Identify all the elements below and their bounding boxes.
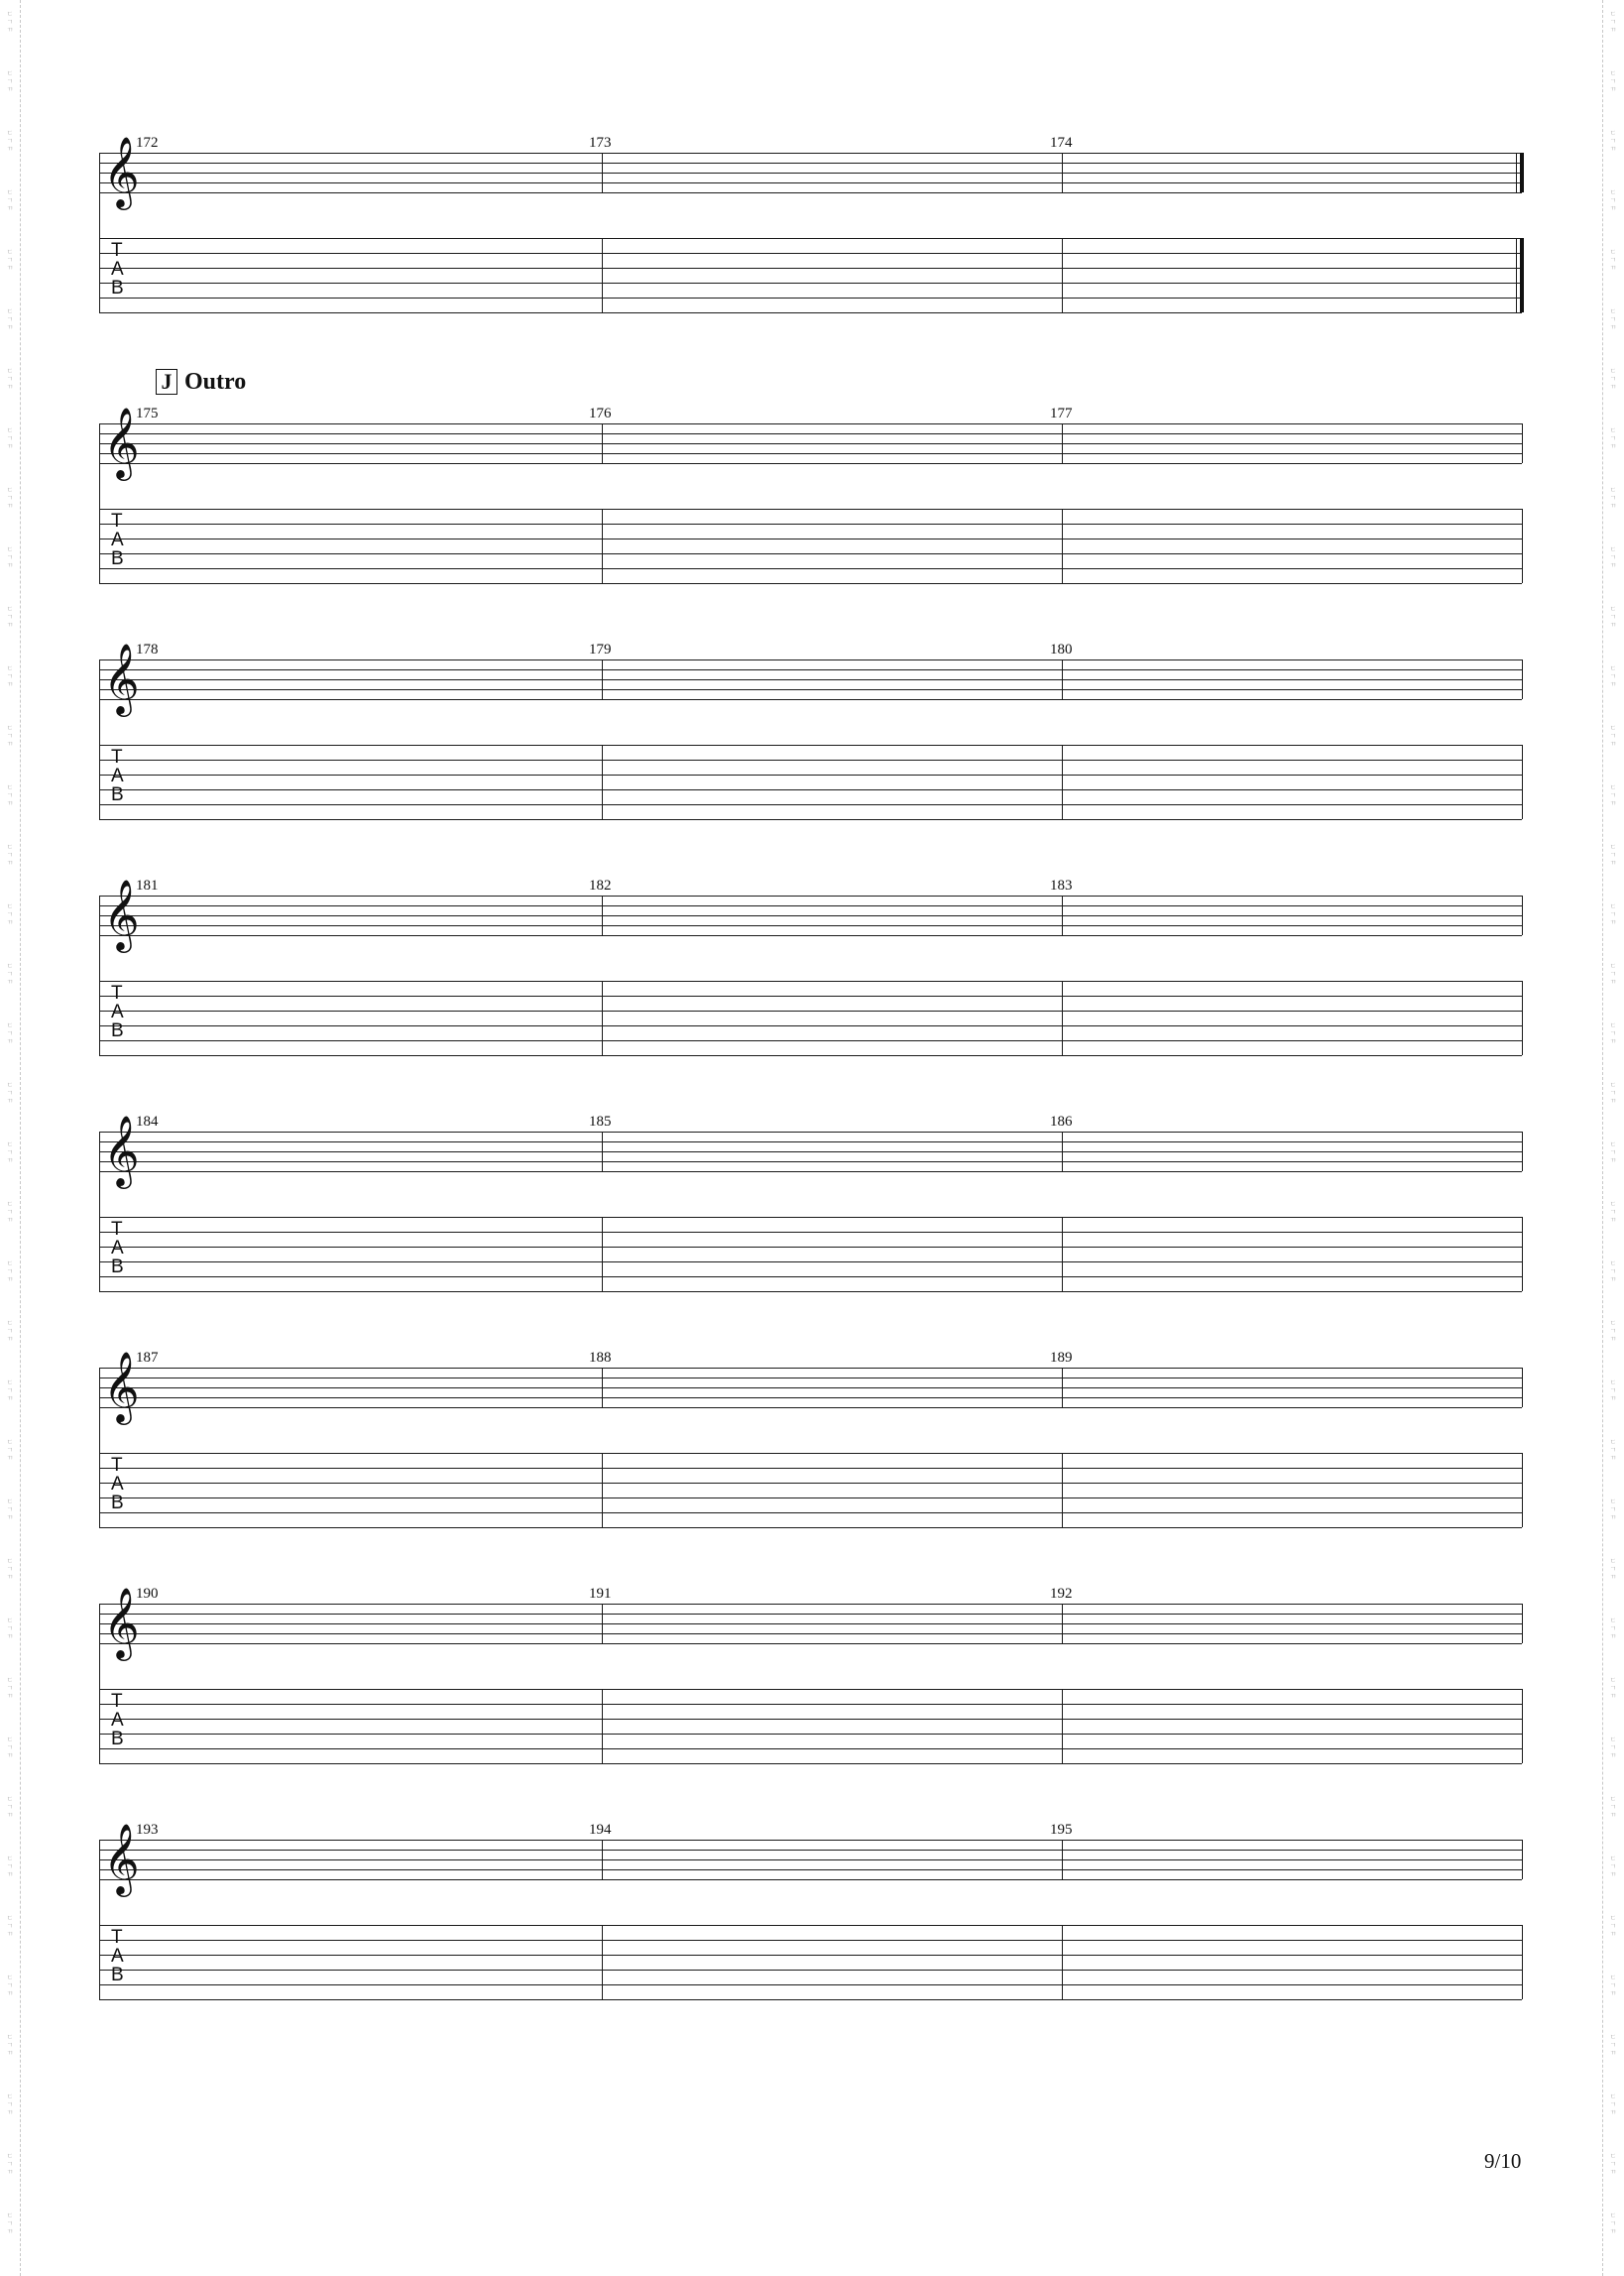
treble-clef-icon: 𝄞 <box>103 1822 140 1894</box>
tab-letter-a: A <box>111 1002 124 1022</box>
watermark-mark: ㄷ ㄱ ㄲ <box>1609 2152 1617 2176</box>
watermark-mark: ㄷ ㄱ ㄲ <box>1609 1795 1617 1819</box>
watermark-mark: ㄷ ㄱ ㄲ <box>1609 1140 1617 1164</box>
measure-number: 177 <box>1050 406 1073 421</box>
final-barline-thick <box>1520 153 1524 192</box>
watermark-mark: ㄷ ㄱ ㄲ <box>1609 1259 1617 1283</box>
watermark-mark: ㄷ ㄱ ㄲ <box>1609 1319 1617 1343</box>
staff-line <box>99 1623 1522 1624</box>
system-bracket-line <box>99 659 100 819</box>
watermark-mark: ㄷ ㄱ ㄲ <box>6 1617 14 1640</box>
tab-line <box>99 1704 1522 1705</box>
watermark-mark: ㄷ ㄱ ㄲ <box>1609 129 1617 153</box>
treble-clef-icon: 𝄞 <box>103 1114 140 1186</box>
measure-number: 188 <box>589 1350 612 1366</box>
measure-number: 182 <box>589 878 612 894</box>
end-barline <box>1522 1925 1523 1999</box>
watermark-mark: ㄷ ㄱ ㄲ <box>1609 1855 1617 1878</box>
tab-line <box>99 1925 1522 1926</box>
measure-number: 178 <box>136 642 159 658</box>
watermark-mark: ㄷ ㄱ ㄲ <box>6 2212 14 2235</box>
staff-system <box>0 1822 1624 1998</box>
watermark-mark: ㄷ ㄱ ㄲ <box>6 724 14 748</box>
barline <box>1062 423 1063 463</box>
tab-barline <box>602 1689 603 1763</box>
end-barline <box>1522 745 1523 819</box>
tab-line <box>99 238 1522 239</box>
tab-line <box>99 1734 1522 1735</box>
staff-line <box>99 669 1522 670</box>
watermark-mark: ㄷ ㄱ ㄲ <box>6 1021 14 1045</box>
watermark-mark: ㄷ ㄱ ㄲ <box>1609 1081 1617 1105</box>
staff-line <box>99 1850 1522 1851</box>
staff-line <box>99 1879 1522 1880</box>
treble-clef-icon: 𝄞 <box>103 406 140 478</box>
watermark-mark: ㄷ ㄱ ㄲ <box>6 2152 14 2176</box>
treble-clef-icon: 𝄞 <box>103 1350 140 1422</box>
staff-line <box>99 1604 1522 1605</box>
watermark-mark: ㄷ ㄱ ㄲ <box>6 2033 14 2057</box>
tab-letter-b: B <box>111 278 124 299</box>
watermark-mark: ㄷ ㄱ ㄲ <box>1609 1676 1617 1700</box>
tab-line <box>99 253 1522 254</box>
staff-line <box>99 453 1522 454</box>
measure-number: 174 <box>1050 135 1073 151</box>
tab-line <box>99 268 1522 269</box>
tab-letter-b: B <box>111 1020 124 1041</box>
staff-line <box>99 1614 1522 1615</box>
staff-line <box>99 463 1522 464</box>
staff-line <box>99 1840 1522 1841</box>
tab-line <box>99 775 1522 776</box>
watermark-mark: ㄷ ㄱ ㄲ <box>6 1914 14 1938</box>
measure-number: 189 <box>1050 1350 1073 1366</box>
staff-line <box>99 443 1522 444</box>
staff-line <box>99 659 1522 660</box>
staff-line <box>99 689 1522 690</box>
tab-line <box>99 1261 1522 1262</box>
barline <box>1062 1368 1063 1407</box>
watermark-mark: ㄷ ㄱ ㄲ <box>6 1795 14 1819</box>
measure-number: 183 <box>1050 878 1073 894</box>
system-bracket-line <box>99 1368 100 1527</box>
end-barline <box>1522 423 1523 463</box>
staff-system <box>0 1350 1624 1526</box>
final-barline-thick <box>1520 238 1524 312</box>
tab-letter-a: A <box>111 1238 124 1258</box>
watermark-mark: ㄷ ㄱ ㄲ <box>6 1319 14 1343</box>
tab-barline <box>1062 1453 1063 1527</box>
tab-line <box>99 283 1522 284</box>
barline <box>602 1604 603 1643</box>
measure-number: 184 <box>136 1114 159 1130</box>
system-bracket-line <box>99 896 100 1055</box>
end-barline <box>1522 1840 1523 1879</box>
staff-line <box>99 1171 1522 1172</box>
tab-barline <box>1062 981 1063 1055</box>
tab-line <box>99 583 1522 584</box>
watermark-mark: ㄷ ㄱ ㄲ <box>6 1140 14 1164</box>
watermark-mark: ㄷ ㄱ ㄲ <box>6 664 14 688</box>
staff-system <box>0 406 1624 582</box>
watermark-mark: ㄷ ㄱ ㄲ <box>1609 2093 1617 2116</box>
staff-line <box>99 1368 1522 1369</box>
tab-barline <box>1062 238 1063 312</box>
tab-barline <box>602 1925 603 1999</box>
staff-line <box>99 1161 1522 1162</box>
watermark-mark: ㄷ ㄱ ㄲ <box>1609 783 1617 807</box>
tab-line <box>99 819 1522 820</box>
watermark-mark: ㄷ ㄱ ㄲ <box>6 188 14 212</box>
watermark-mark: ㄷ ㄱ ㄲ <box>1609 664 1617 688</box>
tab-line <box>99 312 1522 313</box>
staff-line <box>99 1859 1522 1860</box>
system-bracket-line <box>99 423 100 583</box>
watermark-mark: ㄷ ㄱ ㄲ <box>1609 1021 1617 1045</box>
watermark-mark: ㄷ ㄱ ㄲ <box>6 307 14 331</box>
watermark-mark: ㄷ ㄱ ㄲ <box>1609 188 1617 212</box>
measure-number: 180 <box>1050 642 1073 658</box>
watermark-mark: ㄷ ㄱ ㄲ <box>6 1736 14 1759</box>
staff-line <box>99 1869 1522 1870</box>
tab-barline <box>1062 1689 1063 1763</box>
watermark-mark: ㄷ ㄱ ㄲ <box>1609 1200 1617 1224</box>
tab-letter-b: B <box>111 548 124 569</box>
tab-line <box>99 1011 1522 1012</box>
staff-line <box>99 699 1522 700</box>
end-barline <box>1522 1368 1523 1407</box>
system-bracket-line <box>99 1840 100 1999</box>
barline <box>1062 1132 1063 1171</box>
watermark-mark: ㄷ ㄱ ㄲ <box>1609 1557 1617 1581</box>
staff-line <box>99 679 1522 680</box>
barline <box>1062 1840 1063 1879</box>
tab-line <box>99 996 1522 997</box>
watermark-mark: ㄷ ㄱ ㄲ <box>6 545 14 569</box>
tab-line <box>99 789 1522 790</box>
final-barline-thin <box>1516 153 1517 192</box>
barline <box>602 153 603 192</box>
watermark-mark: ㄷ ㄱ ㄲ <box>6 1676 14 1700</box>
watermark-mark: ㄷ ㄱ ㄲ <box>6 1855 14 1878</box>
tab-letter-t: T <box>111 1455 123 1476</box>
measure-number: 187 <box>136 1350 159 1366</box>
treble-clef-icon: 𝄞 <box>103 1586 140 1658</box>
end-barline <box>1522 659 1523 699</box>
tab-line <box>99 298 1522 299</box>
tab-letter-t: T <box>111 511 123 532</box>
tab-letter-b: B <box>111 784 124 805</box>
barline <box>602 1840 603 1879</box>
tab-line <box>99 1291 1522 1292</box>
staff-line <box>99 1387 1522 1388</box>
end-barline <box>1522 1217 1523 1291</box>
tab-barline <box>1062 509 1063 583</box>
watermark-mark: ㄷ ㄱ ㄲ <box>6 129 14 153</box>
tab-line <box>99 1040 1522 1041</box>
watermark-mark: ㄷ ㄱ ㄲ <box>1609 2212 1617 2235</box>
staff-system <box>0 1586 1624 1762</box>
treble-clef-icon: 𝄞 <box>103 642 140 714</box>
measure-number: 179 <box>589 642 612 658</box>
tab-line <box>99 1955 1522 1956</box>
watermark-mark: ㄷ ㄱ ㄲ <box>6 2093 14 2116</box>
system-bracket-line <box>99 1132 100 1291</box>
watermark-mark: ㄷ ㄱ ㄲ <box>6 248 14 272</box>
watermark-mark: ㄷ ㄱ ㄲ <box>1609 2033 1617 2057</box>
staff-system <box>0 642 1624 818</box>
watermark-mark: ㄷ ㄱ ㄲ <box>6 367 14 391</box>
tab-line <box>99 1497 1522 1498</box>
barline <box>602 423 603 463</box>
staff-system <box>0 1114 1624 1290</box>
final-barline-thin <box>1516 238 1517 312</box>
measure-number: 181 <box>136 878 159 894</box>
barline <box>1062 153 1063 192</box>
staff-line <box>99 1407 1522 1408</box>
watermark-mark: ㄷ ㄱ ㄲ <box>1609 10 1617 34</box>
end-barline <box>1522 1689 1523 1763</box>
staff-line <box>99 935 1522 936</box>
tab-line <box>99 1453 1522 1454</box>
staff-line <box>99 915 1522 916</box>
page-number: 9/10 <box>1484 2149 1522 2173</box>
tab-line <box>99 1719 1522 1720</box>
treble-clef-icon: 𝄞 <box>103 878 140 950</box>
tab-letter-b: B <box>111 1493 124 1513</box>
tab-barline <box>602 1217 603 1291</box>
system-bracket-line <box>99 153 100 312</box>
watermark-mark: ㄷ ㄱ ㄲ <box>6 486 14 510</box>
tab-line <box>99 1217 1522 1218</box>
tab-line <box>99 1689 1522 1690</box>
watermark-mark: ㄷ ㄱ ㄲ <box>6 1378 14 1402</box>
system-bracket-line <box>99 1604 100 1763</box>
tab-letter-t: T <box>111 1219 123 1240</box>
tab-line <box>99 1527 1522 1528</box>
tab-line <box>99 1999 1522 2000</box>
watermark-mark: ㄷ ㄱ ㄲ <box>1609 367 1617 391</box>
measure-number: 176 <box>589 406 612 421</box>
tab-barline <box>1062 1217 1063 1291</box>
staff-line <box>99 1132 1522 1133</box>
measure-number: 185 <box>589 1114 612 1130</box>
measure-number: 194 <box>589 1822 612 1838</box>
tab-line <box>99 1247 1522 1248</box>
staff-line <box>99 192 1522 193</box>
tab-barline <box>602 238 603 312</box>
tab-letter-a: A <box>111 1474 124 1495</box>
watermark-mark: ㄷ ㄱ ㄲ <box>1609 1497 1617 1521</box>
tab-letter-b: B <box>111 1257 124 1277</box>
measure-number: 172 <box>136 135 159 151</box>
tab-barline <box>1062 1925 1063 1999</box>
staff-system <box>0 878 1624 1054</box>
staff-line <box>99 173 1522 174</box>
end-barline <box>1522 1453 1523 1527</box>
tab-letter-b: B <box>111 1729 124 1749</box>
tab-line <box>99 509 1522 510</box>
tab-barline <box>1062 745 1063 819</box>
tab-line <box>99 1984 1522 1985</box>
end-barline <box>1522 981 1523 1055</box>
watermark-mark: ㄷ ㄱ ㄲ <box>1609 1914 1617 1938</box>
barline <box>602 1368 603 1407</box>
watermark-mark: ㄷ ㄱ ㄲ <box>6 902 14 926</box>
tab-letter-a: A <box>111 530 124 550</box>
watermark-mark: ㄷ ㄱ ㄲ <box>1609 1974 1617 1997</box>
tab-line <box>99 524 1522 525</box>
watermark-mark: ㄷ ㄱ ㄲ <box>1609 545 1617 569</box>
watermark-mark: ㄷ ㄱ ㄲ <box>6 605 14 629</box>
staff-line <box>99 433 1522 434</box>
tab-line <box>99 1748 1522 1749</box>
tab-line <box>99 1232 1522 1233</box>
watermark-mark: ㄷ ㄱ ㄲ <box>6 426 14 450</box>
watermark-mark: ㄷ ㄱ ㄲ <box>1609 843 1617 867</box>
measure-number: 193 <box>136 1822 159 1838</box>
staff-line <box>99 905 1522 906</box>
watermark-mark: ㄷ ㄱ ㄲ <box>1609 1736 1617 1759</box>
barline <box>602 896 603 935</box>
watermark-mark: ㄷ ㄱ ㄲ <box>6 1200 14 1224</box>
tab-letter-t: T <box>111 1927 123 1948</box>
tab-barline <box>602 1453 603 1527</box>
watermark-mark: ㄷ ㄱ ㄲ <box>1609 1438 1617 1462</box>
staff-line <box>99 1397 1522 1398</box>
tab-line <box>99 553 1522 554</box>
section-letter-box: J <box>156 369 177 395</box>
watermark-mark: ㄷ ㄱ ㄲ <box>1609 1378 1617 1402</box>
tab-barline <box>602 745 603 819</box>
watermark-mark: ㄷ ㄱ ㄲ <box>1609 1617 1617 1640</box>
watermark-mark: ㄷ ㄱ ㄲ <box>1609 902 1617 926</box>
staff-line <box>99 1643 1522 1644</box>
tab-line <box>99 981 1522 982</box>
measure-number: 186 <box>1050 1114 1073 1130</box>
watermark-mark: ㄷ ㄱ ㄲ <box>1609 248 1617 272</box>
tab-line <box>99 1025 1522 1026</box>
tab-line <box>99 804 1522 805</box>
watermark-mark: ㄷ ㄱ ㄲ <box>1609 486 1617 510</box>
measure-number: 195 <box>1050 1822 1073 1838</box>
tab-line <box>99 568 1522 569</box>
watermark-mark: ㄷ ㄱ ㄲ <box>6 1438 14 1462</box>
watermark-mark: ㄷ ㄱ ㄲ <box>6 783 14 807</box>
barline <box>1062 1604 1063 1643</box>
staff-line <box>99 1151 1522 1152</box>
tab-line <box>99 1970 1522 1971</box>
staff-line <box>99 896 1522 897</box>
watermark-mark: ㄷ ㄱ ㄲ <box>6 1497 14 1521</box>
treble-clef-icon: 𝄞 <box>103 135 140 207</box>
tab-letter-t: T <box>111 983 123 1004</box>
staff-line <box>99 1633 1522 1634</box>
tab-letter-a: A <box>111 1710 124 1731</box>
tab-letter-a: A <box>111 766 124 786</box>
tab-line <box>99 1276 1522 1277</box>
staff-line <box>99 182 1522 183</box>
watermark-mark: ㄷ ㄱ ㄲ <box>6 962 14 986</box>
measure-number: 190 <box>136 1586 159 1602</box>
barline <box>1062 659 1063 699</box>
staff-line <box>99 163 1522 164</box>
tab-line <box>99 1763 1522 1764</box>
end-barline <box>1522 1604 1523 1643</box>
watermark-mark: ㄷ ㄱ ㄲ <box>6 1081 14 1105</box>
watermark-mark: ㄷ ㄱ ㄲ <box>6 1974 14 1997</box>
tab-letter-b: B <box>111 1965 124 1985</box>
watermark-mark: ㄷ ㄱ ㄲ <box>6 10 14 34</box>
measure-number: 192 <box>1050 1586 1073 1602</box>
tab-barline <box>602 981 603 1055</box>
tab-letter-a: A <box>111 259 124 280</box>
measure-number: 191 <box>589 1586 612 1602</box>
watermark-mark: ㄷ ㄱ ㄲ <box>1609 426 1617 450</box>
staff-line <box>99 153 1522 154</box>
barline <box>1062 896 1063 935</box>
tab-line <box>99 1055 1522 1056</box>
end-barline <box>1522 896 1523 935</box>
watermark-mark: ㄷ ㄱ ㄲ <box>1609 307 1617 331</box>
tab-letter-t: T <box>111 240 123 261</box>
tab-line <box>99 1483 1522 1484</box>
measure-number: 173 <box>589 135 612 151</box>
staff-line <box>99 925 1522 926</box>
staff-line <box>99 423 1522 424</box>
watermark-mark: ㄷ ㄱ ㄲ <box>6 843 14 867</box>
watermark-mark: ㄷ ㄱ ㄲ <box>6 1557 14 1581</box>
tab-line <box>99 760 1522 761</box>
tab-line <box>99 1512 1522 1513</box>
tab-line <box>99 745 1522 746</box>
tab-line <box>99 1940 1522 1941</box>
watermark-mark: ㄷ ㄱ ㄲ <box>1609 69 1617 93</box>
barline <box>602 659 603 699</box>
tab-line <box>99 1468 1522 1469</box>
end-barline <box>1522 1132 1523 1171</box>
tab-letter-t: T <box>111 747 123 768</box>
section-title: Outro <box>184 369 247 395</box>
watermark-mark: ㄷ ㄱ ㄲ <box>1609 724 1617 748</box>
tab-barline <box>602 509 603 583</box>
watermark-mark: ㄷ ㄱ ㄲ <box>1609 605 1617 629</box>
barline <box>602 1132 603 1171</box>
tab-letter-a: A <box>111 1946 124 1967</box>
watermark-mark: ㄷ ㄱ ㄲ <box>6 69 14 93</box>
tab-letter-t: T <box>111 1691 123 1712</box>
watermark-mark: ㄷ ㄱ ㄲ <box>6 1259 14 1283</box>
watermark-mark: ㄷ ㄱ ㄲ <box>1609 962 1617 986</box>
end-barline <box>1522 509 1523 583</box>
measure-number: 175 <box>136 406 159 421</box>
staff-line <box>99 1141 1522 1142</box>
